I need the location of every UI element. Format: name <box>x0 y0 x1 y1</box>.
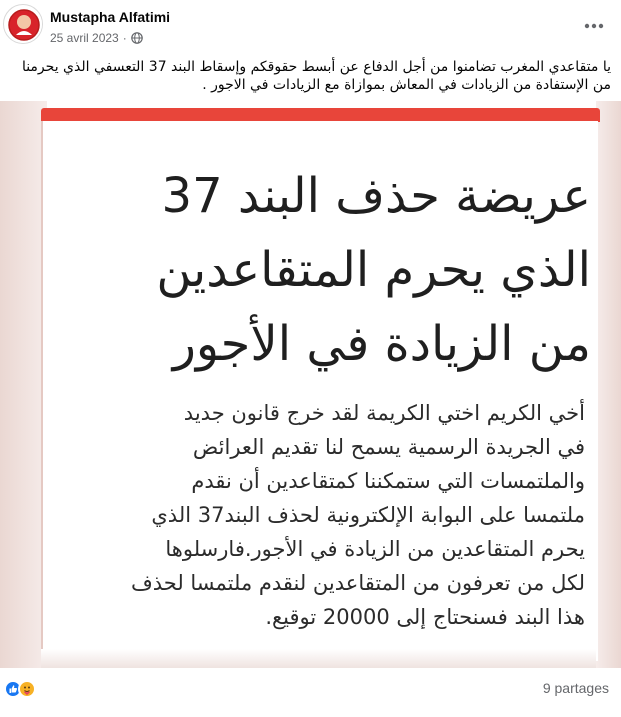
body-line: هذا البند فسنحتاج إلى 20000 توقيع. <box>265 605 585 629</box>
author-avatar[interactable] <box>3 4 43 44</box>
care-icon <box>18 680 36 698</box>
meta-separator: · <box>122 31 127 45</box>
petition-headline <box>48 159 591 381</box>
body-line: في الجريدة الرسمية يسمح لنا تقديم العرائض <box>192 435 585 459</box>
body-line: يحرم المتقاعدين من الزيادة في الأجور.فارسلوها <box>165 537 585 561</box>
author-name[interactable]: Mustapha Alfatimi <box>50 9 171 25</box>
body-line: ملتمسا على البوابة الإلكترونية لحذف البند37 الذي <box>151 503 585 527</box>
body-line: أخي الكريم اختي الكريمة لقد خرج قانون جديد <box>183 401 585 425</box>
headline-line: الذي يحرم المتقاعدين <box>156 242 591 298</box>
photo-edge-left <box>0 101 47 668</box>
globe-icon <box>131 32 143 44</box>
reaction-summary[interactable] <box>4 680 44 698</box>
headline-line: عريضة حذف البند 37 <box>161 168 591 224</box>
body-line: لكل من تعرفون من المتقاعدين لنقدم ملتمسا لحذف <box>130 571 585 595</box>
post-meta <box>50 31 143 45</box>
headline-line: من الزيادة في الأجور <box>172 316 591 372</box>
post-text: يا متقاعدي المغرب تضامنوا من أجل الدفاع عن أبسط حقوقكم وإسقاط البند 37 التعسفي الذي يحرمنا من الإستفادة من الزيادات في المعاش بموازاة مع الزيادات في الاجور . <box>21 59 611 93</box>
avatar-image <box>4 5 43 44</box>
body-line: والملتمسات التي ستمكننا كمتقاعدين أن نقدم <box>191 469 585 493</box>
post-image[interactable] <box>0 101 621 668</box>
petition-body <box>60 396 585 634</box>
shares-count[interactable]: 9 partages <box>542 680 609 696</box>
more-options-icon <box>584 23 604 29</box>
post-footer <box>0 668 621 717</box>
photo-edge-right <box>596 101 621 668</box>
more-options-button[interactable] <box>578 14 610 38</box>
post-header <box>0 0 621 52</box>
post-date[interactable]: 25 avril 2023 <box>50 31 119 45</box>
banner-red-strip <box>41 108 600 122</box>
card-bottom-edge <box>41 649 596 668</box>
